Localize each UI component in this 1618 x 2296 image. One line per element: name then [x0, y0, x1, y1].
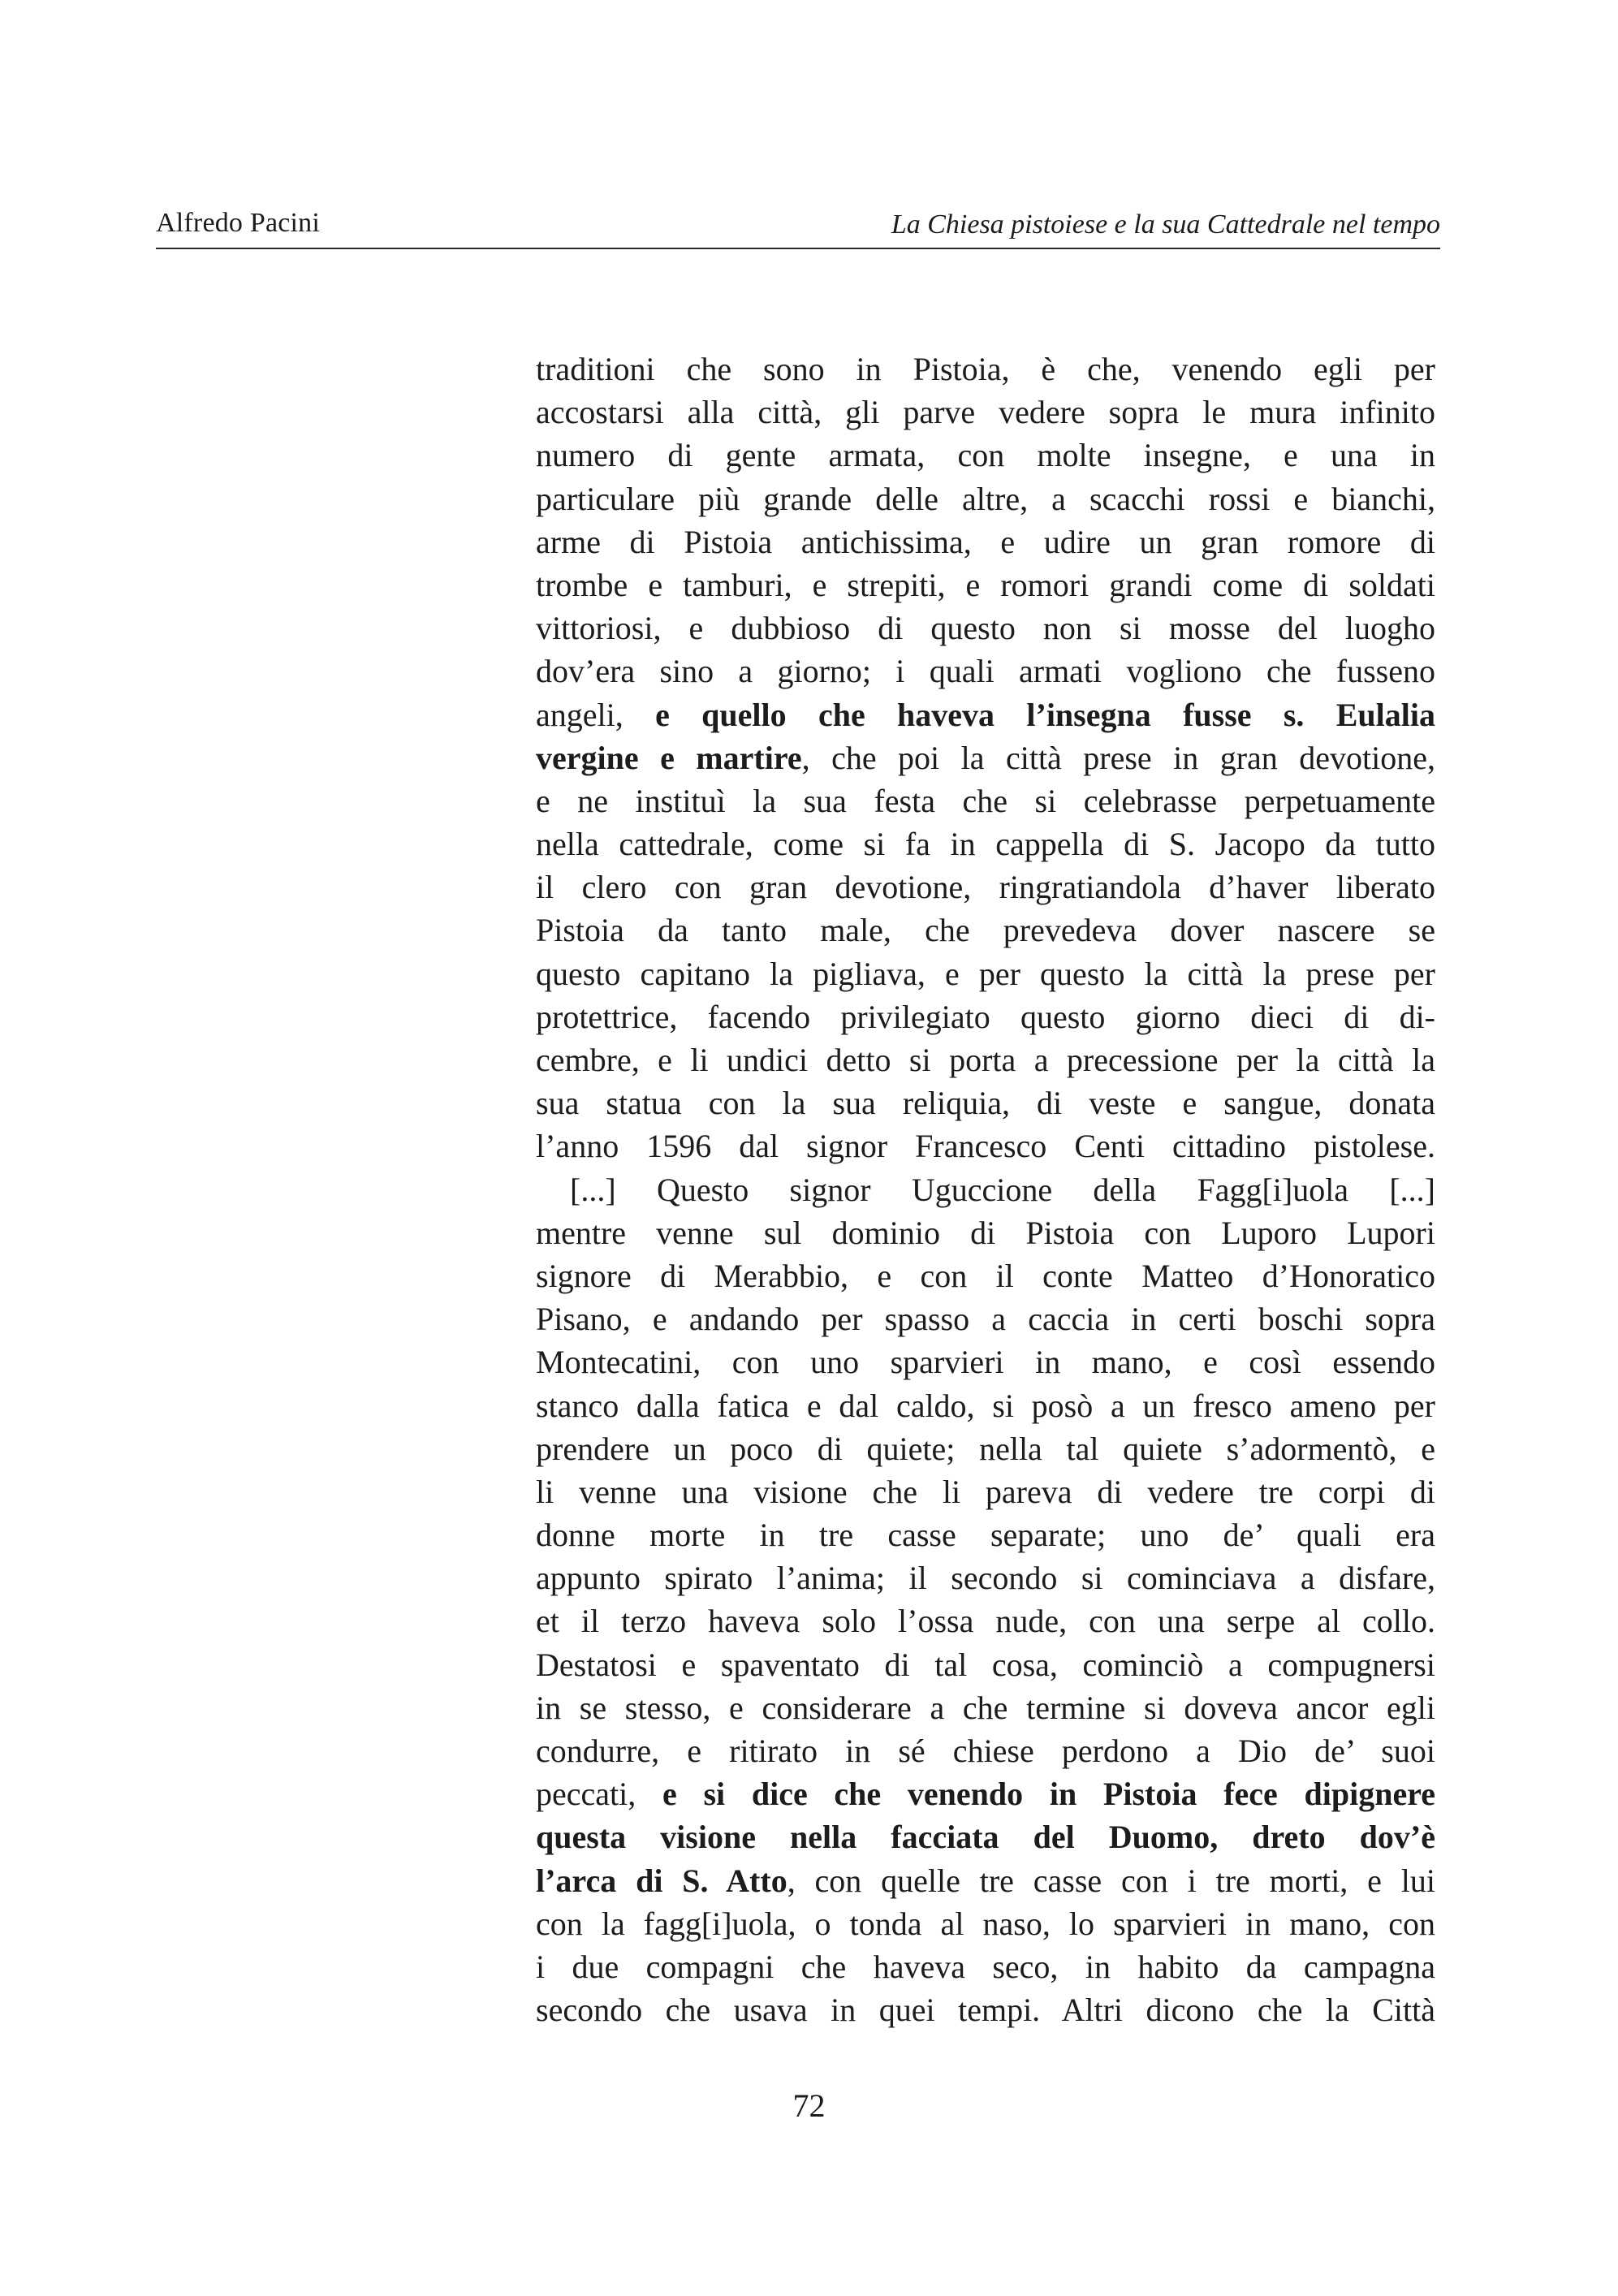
text-line: Pisano, e andando per spasso a caccia in certi boschi sopra [536, 1301, 1435, 1338]
running-head [156, 203, 1440, 244]
text-line: [...] Questo signor Uguccione della Fagg[i]uola [...] [570, 1171, 1435, 1208]
text-line [536, 1859, 1435, 1902]
text-line: arme di Pistoia antichissima, e udire un gran romore di [536, 523, 1435, 560]
text-line: appunto spirato l’anima; il secondo si cominciava a disfare, [536, 1560, 1435, 1597]
text-line: con la fagg[i]uola, o tonda al naso, lo sparvieri in mano, con [536, 1905, 1435, 1942]
text-line: numero di gente armata, con molte insegne, e una in [536, 437, 1435, 474]
text-line: donne morte in tre casse separate; uno de’ quali era [536, 1517, 1435, 1554]
text-line: in se stesso, e considerare a che termine si doveva ancor egli [536, 1689, 1435, 1726]
text-line: stanco dalla fatica e dal caldo, si posò a un fresco ameno per [536, 1387, 1435, 1424]
text-line: sua statua con la sua reliquia, di veste e sangue, donata [536, 1085, 1435, 1122]
text-line: mentre venne sul dominio di Pistoia con Luporo Lupori [536, 1214, 1435, 1251]
text-line [536, 693, 1435, 736]
page-number: 72 [792, 2087, 826, 2124]
text-line [536, 1772, 1435, 1815]
text-line: li venne una visione che li pareva di vedere tre corpi di [536, 1473, 1435, 1510]
text-line [536, 1815, 1435, 1858]
bold-text-run: e quello che haveva l’insegna fusse s. Eulalia [655, 696, 1435, 733]
text-line: cembre, e li undici detto si porta a precessione per la città la [536, 1042, 1435, 1078]
text-line: Pistoia da tanto male, che prevedeva dover nascere se [536, 912, 1435, 949]
bold-text-run: vergine e martire [536, 739, 802, 776]
text-line: trombe e tamburi, e strepiti, e romori grandi come di soldati [536, 566, 1435, 603]
body-text [536, 347, 1435, 2031]
text-line: particulare più grande delle altre, a scacchi rossi e bianchi, [536, 480, 1435, 517]
bold-text-run: questa visione nella facciata del Duomo, dreto dov’è [536, 1819, 1435, 1856]
text-line [536, 736, 1435, 779]
text-line: questo capitano la pigliava, e per questo la città la prese per [536, 955, 1435, 992]
text-line: signore di Merabbio, e con il conte Matteo d’Honoratico [536, 1257, 1435, 1294]
text-line: Montecatini, con uno sparvieri in mano, e così essendo [536, 1344, 1435, 1381]
text-line: prendere un poco di quiete; nella tal quiete s’adormentò, e [536, 1430, 1435, 1467]
text-line: et il terzo haveva solo l’ossa nude, con una serpe al collo. [536, 1603, 1435, 1640]
text-line: secondo che usava in quei tempi. Altri dicono che la Città [536, 1992, 1435, 2029]
running-head-title: La Chiesa pistoiese e la sua Cattedrale nel tempo [891, 209, 1440, 240]
text-line: vittoriosi, e dubbioso di questo non si mosse del luogho [536, 610, 1435, 647]
text-line: accostarsi alla città, gli parve vedere sopra le mura infinito [536, 394, 1435, 431]
bold-text-run: l’arca di S. Atto [536, 1862, 787, 1899]
text-line: protettrice, facendo privilegiato questo giorno dieci di di- [536, 998, 1435, 1035]
text-run: peccati, [536, 1776, 662, 1813]
text-line: traditioni che sono in Pistoia, è che, venendo egli per [536, 351, 1435, 387]
header-rule [156, 248, 1440, 249]
text-line: i due compagni che haveva seco, in habito da campagna [536, 1948, 1435, 1985]
text-line: e ne instituì la sua festa che si celebrasse perpetuamente [536, 782, 1435, 819]
text-line: condurre, e ritirato in sé chiese perdono a Dio de’ suoi [536, 1733, 1435, 1769]
text-run: , con quelle tre casse con i tre morti, e lui [787, 1862, 1435, 1899]
running-head-author: Alfredo Pacini [156, 208, 321, 238]
text-line: il clero con gran devotione, ringratiandola d’haver liberato [536, 869, 1435, 906]
bold-text-run: e si dice che venendo in Pistoia fece dipignere [662, 1776, 1435, 1813]
text-run: angeli, [536, 696, 656, 733]
text-line: nella cattedrale, come si fa in cappella di S. Jacopo da tutto [536, 826, 1435, 863]
text-run: , che poi la città prese in gran devotione, [801, 739, 1435, 776]
text-line: l’anno 1596 dal signor Francesco Centi cittadino pistolese. [536, 1128, 1435, 1165]
text-line: Destatosi e spaventato di tal cosa, cominciò a compugnersi [536, 1646, 1435, 1683]
text-line: dov’era sino a giorno; i quali armati vogliono che fusseno [536, 653, 1435, 690]
